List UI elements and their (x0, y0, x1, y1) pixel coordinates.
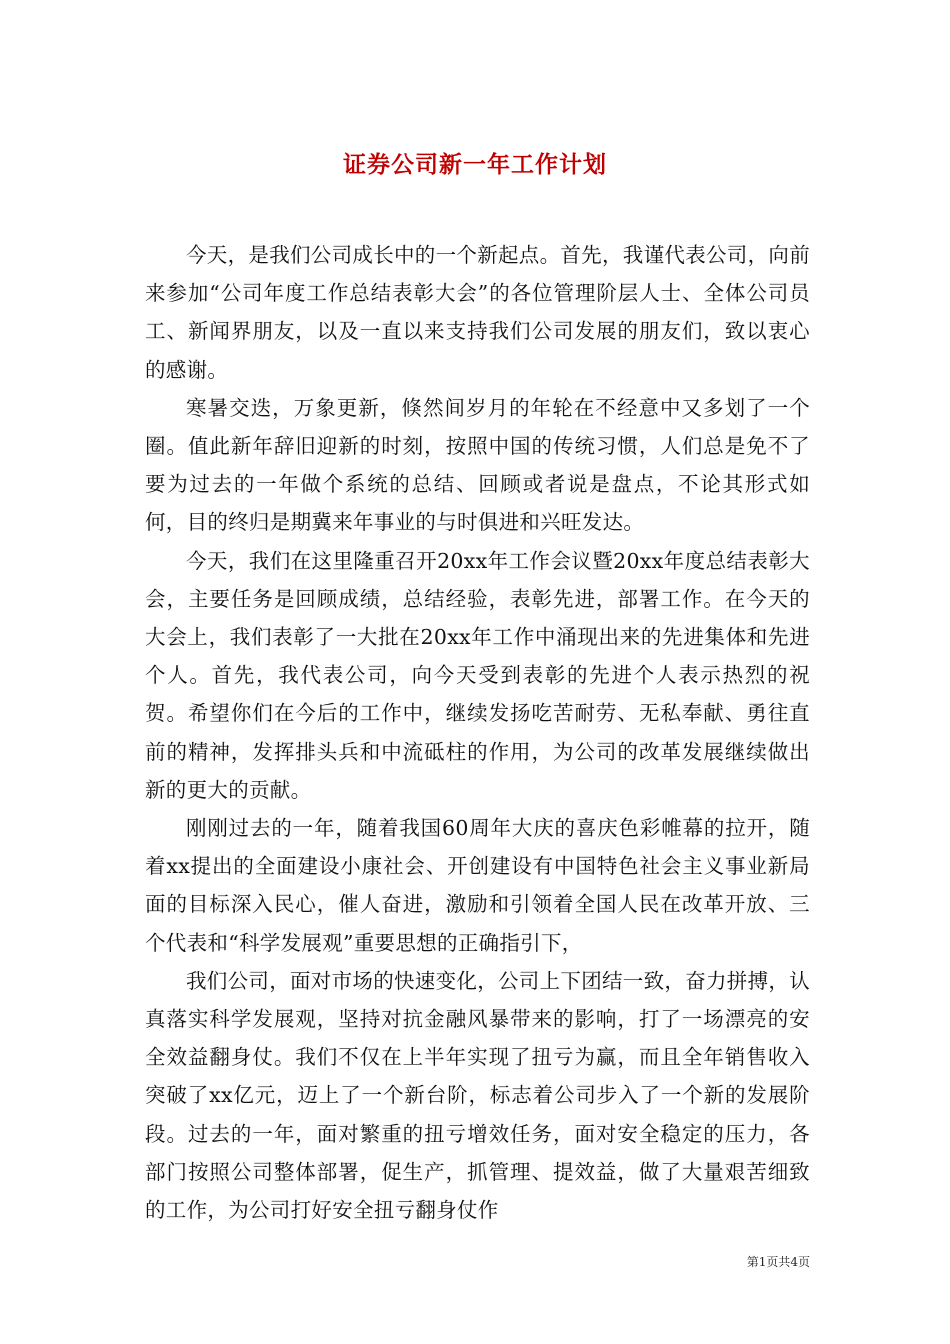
paragraph-1: 今天，是我们公司成长中的一个新起点。首先，我谨代表公司，向前来参加“公司年度工作总结表彰大会”的各位管理阶层人士、全体公司员工、新闻界朋友，以及一直以来支持我们公司发展的朋友们，致以衷心的感谢。 (145, 243, 810, 382)
paragraph-3: 今天，我们在这里隆重召开20xx年工作会议暨20xx年度总结表彰大会，主要任务是回顾成绩，总结经验，表彰先进，部署工作。在今天的大会上，我们表彰了一大批在20xx年工作中涌现出来的先进集体和先进个人。首先，我代表公司，向今天受到表彰的先进个人表示热烈的祝贺。希望你们在今后的工作中，继续发扬吃苦耐劳、无私奉献、勇往直前的精神，发挥排头兵和中流砥柱的作用，为公司的改革发展继续做出新的更大的贡献。 (145, 548, 810, 802)
paragraph-5: 我们公司，面对市场的快速变化，公司上下团结一致，奋力拼搏，认真落实科学发展观，坚持对抗金融风暴带来的影响，打了一场漂亮的安全效益翻身仗。我们不仅在上半年实现了扭亏为赢，而且全年销售收入突破了xx亿元，迈上了一个新台阶，标志着公司步入了一个新的发展阶段。过去的一年，面对繁重的扭亏增效任务，面对安全稳定的压力，各部门按照公司整体部署，促生产，抓管理、提效益，做了大量艰苦细致的工作，为公司打好安全扭亏翻身仗作 (145, 968, 810, 1223)
document-body (145, 236, 810, 1229)
document-title: 证券公司新一年工作计划 (343, 151, 607, 179)
page-number-footer: 第1页共4页 (746, 1255, 810, 1269)
paragraph-4: 刚刚过去的一年，随着我国60周年大庆的喜庆色彩帷幕的拉开，随着xx提出的全面建设小康社会、开创建设有中国特色社会主义事业新局面的目标深入民心，催人奋进，激励和引领着全国人民在改革开放、三个代表和“科学发展观”重要思想的正确指引下， (145, 816, 810, 955)
paragraph-2: 寒暑交迭，万象更新，倏然间岁月的年轮在不经意中又多划了一个圈。值此新年辞旧迎新的时刻，按照中国的传统习惯，人们总是免不了要为过去的一年做个系统的总结、回顾或者说是盘点，不论其形式如何，目的终归是期冀来年事业的与时俱进和兴旺发达。 (145, 395, 810, 535)
